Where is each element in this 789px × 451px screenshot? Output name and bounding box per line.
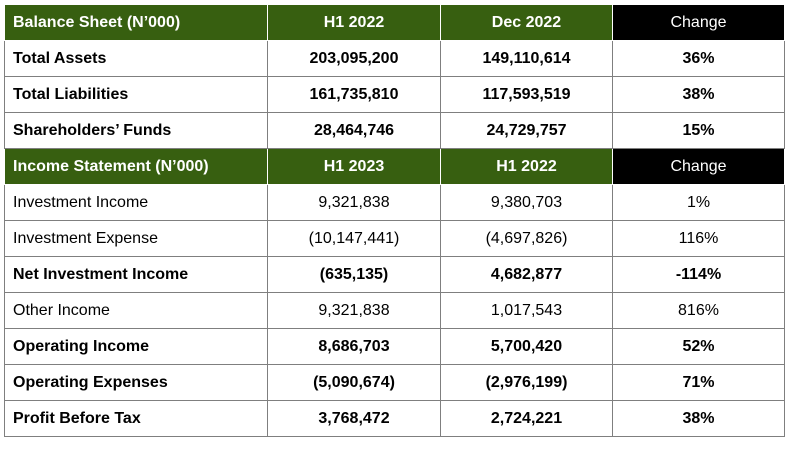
row-label: Net Investment Income bbox=[5, 257, 268, 293]
table-row bbox=[5, 365, 785, 401]
cell-value: (635,135) bbox=[268, 257, 441, 293]
cell-change: 1% bbox=[613, 185, 785, 221]
cell-value: 1,017,543 bbox=[441, 293, 613, 329]
table-row bbox=[5, 293, 785, 329]
row-label: Other Income bbox=[5, 293, 268, 329]
table-row bbox=[5, 113, 785, 149]
cell-value: 2,724,221 bbox=[441, 401, 613, 437]
row-label: Total Liabilities bbox=[5, 77, 268, 113]
column-header: H1 2022 bbox=[441, 149, 613, 185]
cell-change: 15% bbox=[613, 113, 785, 149]
cell-change: -114% bbox=[613, 257, 785, 293]
cell-value: 9,321,838 bbox=[268, 293, 441, 329]
table-row bbox=[5, 77, 785, 113]
income-statement-header-row bbox=[5, 149, 785, 185]
balance-sheet-title: Balance Sheet (N’000) bbox=[5, 5, 268, 41]
cell-value: 28,464,746 bbox=[268, 113, 441, 149]
cell-change: 71% bbox=[613, 365, 785, 401]
cell-value: 203,095,200 bbox=[268, 41, 441, 77]
table-row bbox=[5, 41, 785, 77]
cell-value: (5,090,674) bbox=[268, 365, 441, 401]
column-header: H1 2022 bbox=[268, 5, 441, 41]
cell-change: 116% bbox=[613, 221, 785, 257]
row-label: Operating Expenses bbox=[5, 365, 268, 401]
row-label: Profit Before Tax bbox=[5, 401, 268, 437]
cell-value: 3,768,472 bbox=[268, 401, 441, 437]
financial-summary bbox=[4, 4, 785, 437]
table-row bbox=[5, 221, 785, 257]
cell-value: (10,147,441) bbox=[268, 221, 441, 257]
balance-sheet-header-row bbox=[5, 5, 785, 41]
column-header: H1 2023 bbox=[268, 149, 441, 185]
cell-value: 5,700,420 bbox=[441, 329, 613, 365]
row-label: Shareholders’ Funds bbox=[5, 113, 268, 149]
table-row bbox=[5, 329, 785, 365]
change-column-header: Change bbox=[613, 149, 785, 185]
row-label: Total Assets bbox=[5, 41, 268, 77]
row-label: Investment Income bbox=[5, 185, 268, 221]
cell-value: 161,735,810 bbox=[268, 77, 441, 113]
cell-value: (4,697,826) bbox=[441, 221, 613, 257]
row-label: Operating Income bbox=[5, 329, 268, 365]
cell-change: 38% bbox=[613, 77, 785, 113]
cell-change: 38% bbox=[613, 401, 785, 437]
cell-change: 52% bbox=[613, 329, 785, 365]
cell-change: 36% bbox=[613, 41, 785, 77]
cell-value: (2,976,199) bbox=[441, 365, 613, 401]
financial-table bbox=[4, 4, 785, 437]
cell-value: 4,682,877 bbox=[441, 257, 613, 293]
table-row bbox=[5, 257, 785, 293]
cell-value: 149,110,614 bbox=[441, 41, 613, 77]
change-column-header: Change bbox=[613, 5, 785, 41]
cell-value: 24,729,757 bbox=[441, 113, 613, 149]
table-row bbox=[5, 185, 785, 221]
income-statement-title: Income Statement (N’000) bbox=[5, 149, 268, 185]
cell-value: 9,380,703 bbox=[441, 185, 613, 221]
cell-value: 9,321,838 bbox=[268, 185, 441, 221]
table-row bbox=[5, 401, 785, 437]
cell-value: 8,686,703 bbox=[268, 329, 441, 365]
column-header: Dec 2022 bbox=[441, 5, 613, 41]
cell-value: 117,593,519 bbox=[441, 77, 613, 113]
cell-change: 816% bbox=[613, 293, 785, 329]
row-label: Investment Expense bbox=[5, 221, 268, 257]
